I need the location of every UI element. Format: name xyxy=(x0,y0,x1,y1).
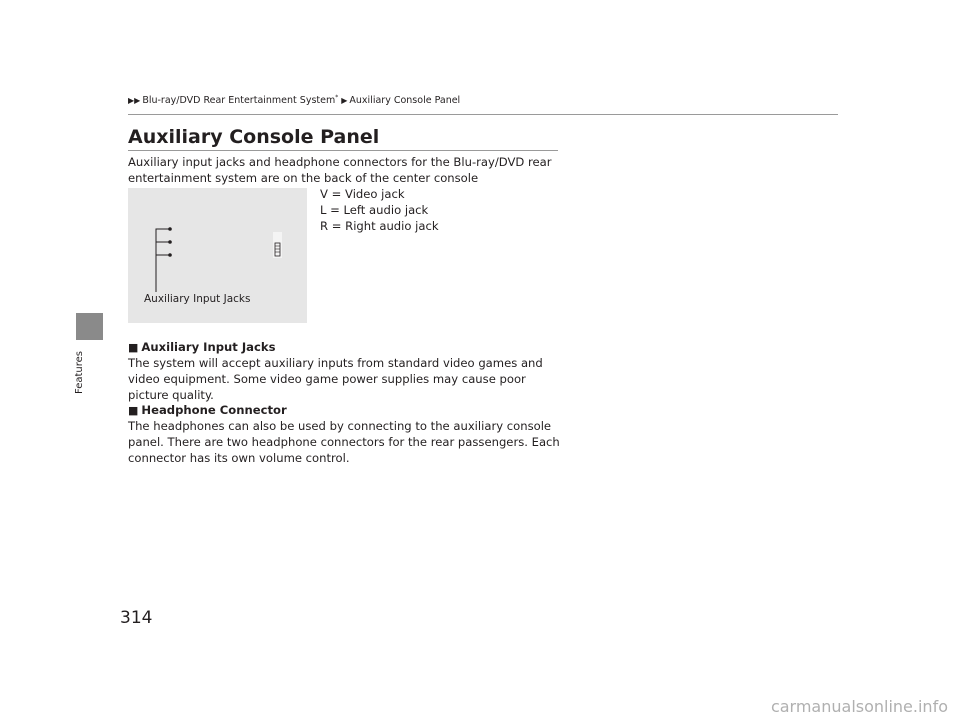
jack-dot-l xyxy=(168,240,172,244)
title-rule xyxy=(128,150,558,151)
illustration-label: Auxiliary Input Jacks xyxy=(144,293,251,305)
legend-item-left-audio: L = Left audio jack xyxy=(320,203,429,217)
option-asterisk: * xyxy=(335,94,339,101)
legend-item-right-audio: R = Right audio jack xyxy=(320,219,439,233)
section-body-auxiliary-input: The system will accept auxiliary inputs from standard video games and video equipment. Some video game power supplies may cause poor picture quality. xyxy=(128,356,543,402)
breadcrumb-arrow-icon: ▶▶ xyxy=(128,96,141,106)
page-title: Auxiliary Console Panel xyxy=(128,126,380,148)
intro-paragraph: Auxiliary input jacks and headphone connectors for the Blu-ray/DVD rear entertainment system are on the back of the center console xyxy=(128,155,552,185)
square-bullet-icon: ■ xyxy=(128,404,139,417)
jack-dot-v xyxy=(168,227,172,231)
square-bullet-icon: ■ xyxy=(128,341,139,354)
breadcrumb-item-system[interactable]: Blu-ray/DVD Rear Entertainment System xyxy=(142,95,336,107)
callout-line-v xyxy=(156,229,170,292)
jack-legend xyxy=(320,186,439,234)
section-heading-headphone: ■ Headphone Connector xyxy=(128,403,287,417)
breadcrumb xyxy=(128,94,460,106)
legend-item-video: V = Video jack xyxy=(320,187,405,201)
section-body-headphone: The headphones can also be used by connecting to the auxiliary console panel. There are two headphone connectors for the rear passengers. Each connector has its own volume control. xyxy=(128,419,560,465)
section-tab-marker xyxy=(76,313,103,340)
panel-connector-tab xyxy=(273,232,282,258)
header-rule xyxy=(128,114,838,115)
watermark: carmanualsonline.info xyxy=(770,697,948,716)
section-heading-auxiliary-input: ■ Auxiliary Input Jacks xyxy=(128,340,276,354)
breadcrumb-item-current: Auxiliary Console Panel xyxy=(349,95,461,107)
side-label: Features xyxy=(74,351,85,394)
jack-dot-r xyxy=(168,253,172,257)
console-panel-illustration xyxy=(128,188,307,323)
breadcrumb-arrow-icon: ▶ xyxy=(341,96,348,106)
page-number: 314 xyxy=(120,608,153,628)
